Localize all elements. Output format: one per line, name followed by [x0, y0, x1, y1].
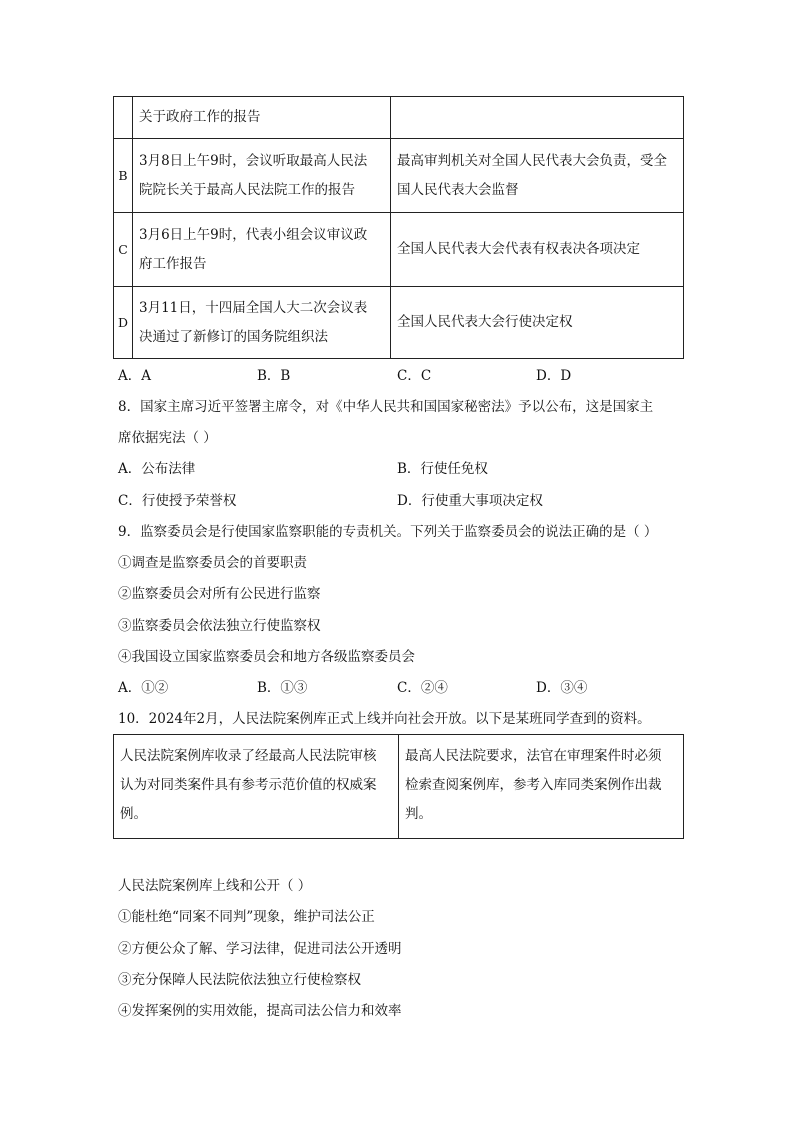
- q8-option-a: A．公布法律: [118, 461, 196, 477]
- left-cell: 3月6日上午9时，代表小组会议审议政 府工作报告: [133, 213, 391, 287]
- q9-option-b: B．①③: [257, 680, 308, 696]
- q8-option-d: D．行使重大事项决定权: [397, 493, 543, 509]
- q10-item-4: ④发挥案例的实用效能，提高司法公信力和效率: [118, 1003, 402, 1019]
- q9-item-1: ①调查是监察委员会的首要职责: [118, 555, 307, 571]
- right-cell: 全国人民代表大会行使决定权: [391, 287, 684, 359]
- q8-stem-line1: 8．国家主席习近平签署主席令，对《中华人民共和国国家秘密法》予以公布，这是国家主: [118, 399, 654, 415]
- row-letter: B: [114, 139, 133, 213]
- q7-option-a: A．A: [118, 368, 151, 384]
- row-letter: D: [114, 287, 133, 359]
- q8-option-b: B．行使任免权: [397, 461, 488, 477]
- left-cell: 3月11日，十四届全国人大二次会议表 决通过了新修订的国务院组织法: [133, 287, 391, 359]
- right-cell: 全国人民代表大会代表有权表决各项决定: [391, 213, 684, 287]
- table-row: [114, 97, 684, 139]
- q9-option-c: C．②④: [397, 680, 448, 696]
- left-cell: 3月8日上午9时，会议听取最高人民法 院院长关于最高人民法院工作的报告: [133, 139, 391, 213]
- q9-item-2: ②监察委员会对所有公民进行监察: [118, 586, 321, 602]
- q10-stem: 10．2024年2月，人民法院案例库正式上线并向社会开放。以下是某班同学查到的资料。: [118, 711, 651, 727]
- left-cell: 关于政府工作的报告: [133, 97, 391, 139]
- q9-stem: 9．监察委员会是行使国家监察职能的专责机关。下列关于监察委员会的说法正确的是（ ）: [118, 524, 658, 540]
- q10-question: 人民法院案例库上线和公开（ ）: [118, 878, 312, 894]
- row-letter: [114, 97, 133, 139]
- q7-option-c: C．C: [397, 368, 432, 384]
- right-cell: 最高人民法院要求，法官在审理案件时必须 检索查阅案例库，参考入库同类案例作出裁 判。: [399, 735, 684, 839]
- q7-table: [113, 96, 684, 359]
- q9-option-d: D．③④: [536, 680, 588, 696]
- q8-option-c: C．行使授予荣誉权: [118, 493, 237, 509]
- q10-table: [113, 734, 684, 839]
- q7-option-b: B．B: [257, 368, 291, 384]
- table-row: [114, 287, 684, 359]
- q9-item-3: ③监察委员会依法独立行使监察权: [118, 618, 321, 634]
- table-row: [114, 735, 684, 839]
- q10-item-1: ①能杜绝“同案不同判”现象，维护司法公正: [118, 909, 375, 925]
- right-cell: 最高审判机关对全国人民代表大会负责，受全 国人民代表大会监督: [391, 139, 684, 213]
- left-cell: 人民法院案例库收录了经最高人民法院审核 认为对同类案件具有参考示范价值的权威案 例。: [114, 735, 399, 839]
- table-row: [114, 213, 684, 287]
- row-letter: C: [114, 213, 133, 287]
- right-cell: [391, 97, 684, 139]
- q10-item-2: ②方便公众了解、学习法律，促进司法公开透明: [118, 941, 402, 957]
- q9-item-4: ④我国设立国家监察委员会和地方各级监察委员会: [118, 649, 415, 665]
- q7-option-d: D．D: [536, 368, 572, 384]
- q10-item-3: ③充分保障人民法院依法独立行使检察权: [118, 972, 361, 988]
- q8-stem-line2: 席依据宪法（ ）: [118, 430, 217, 446]
- table-row: [114, 139, 684, 213]
- q9-option-a: A．①②: [118, 680, 169, 696]
